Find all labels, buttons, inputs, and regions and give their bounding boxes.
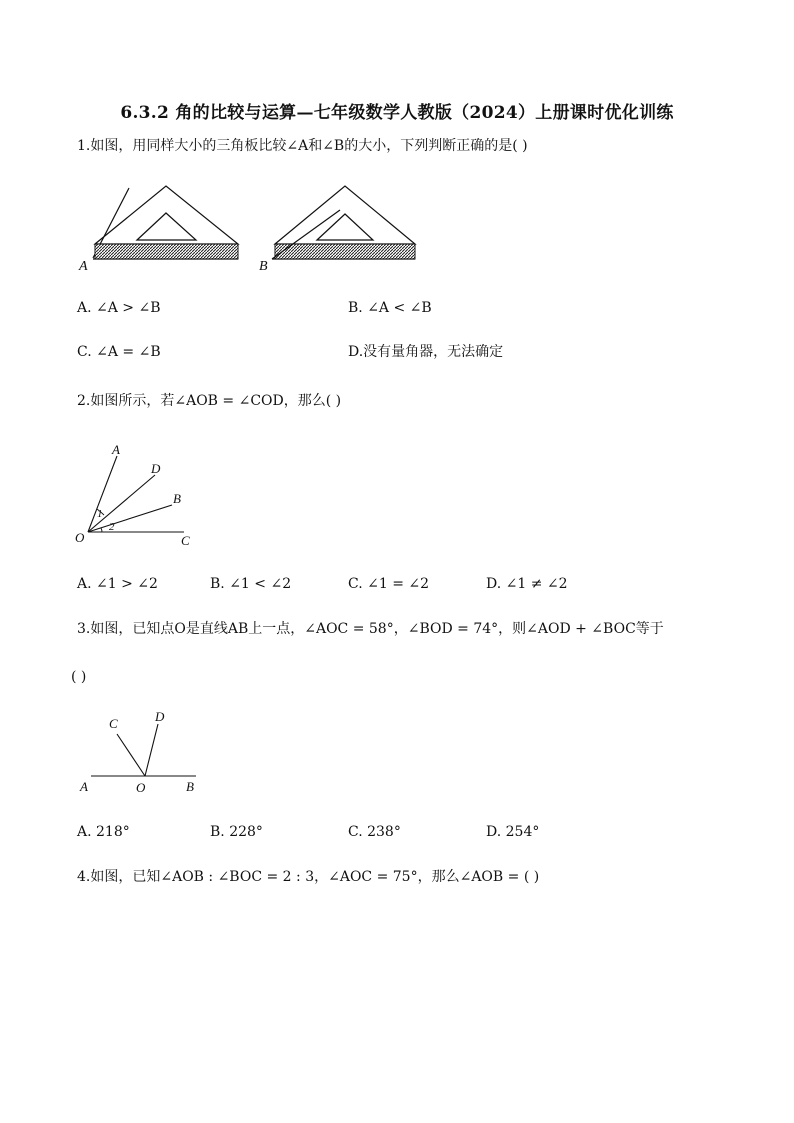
question-1-stem: 1.如图，用同样大小的三角板比较∠A和∠B的大小，下列判断正确的是( )	[77, 138, 528, 154]
question-3-option-d: D. 254°	[486, 824, 540, 840]
point-b-label: B	[186, 779, 194, 794]
question-3-option-a: A. 218°	[77, 824, 130, 840]
page-title: 6.3.2 角的比较与运算—七年级数学人教版（2024）上册课时优化训练	[120, 103, 674, 123]
question-3-stem: 3.如图，已知点O是直线AB上一点，∠AOC = 58°，∠BOD = 74°，则∠AOD + ∠BOC等于	[77, 621, 664, 637]
point-c-label: C	[181, 533, 190, 548]
point-a-label: A	[80, 779, 88, 794]
question-1-option-c: C. ∠A = ∠B	[77, 344, 161, 360]
question-1-option-a: A. ∠A > ∠B	[77, 300, 161, 316]
question-4-stem: 4.如图，已知∠AOB : ∠BOC = 2 : 3，∠AOC = 75°，那么∠AOB = ( )	[77, 869, 540, 885]
point-d-label: D	[151, 461, 161, 476]
point-a-label: A	[112, 442, 120, 457]
point-d-label: D	[155, 709, 165, 724]
question-1-option-b: B. ∠A < ∠B	[348, 300, 432, 316]
angle-b-label: B	[259, 259, 268, 274]
angle-2-label: 2	[109, 521, 115, 533]
question-3-stem-bracket: ( )	[71, 669, 87, 685]
point-b-label: B	[173, 491, 181, 506]
question-3-option-b: B. 228°	[210, 824, 263, 840]
point-c-label: C	[109, 716, 118, 731]
question-3-option-c: C. 238°	[348, 824, 401, 840]
question-2-option-a: A. ∠1 > ∠2	[77, 576, 158, 592]
question-1-option-d: D.没有量角器，无法确定	[348, 344, 504, 360]
question-2-option-b: B. ∠1 < ∠2	[210, 576, 292, 592]
angle-1-label: 1	[97, 508, 103, 520]
point-o-label: O	[136, 780, 146, 795]
angle-a-label: A	[79, 259, 88, 274]
point-o-label: O	[75, 530, 85, 545]
question-2-option-c: C. ∠1 = ∠2	[348, 576, 430, 592]
question-2-stem: 2.如图所示，若∠AOB = ∠COD，那么( )	[77, 393, 342, 409]
question-2-option-d: D. ∠1 ≠ ∠2	[486, 576, 568, 592]
